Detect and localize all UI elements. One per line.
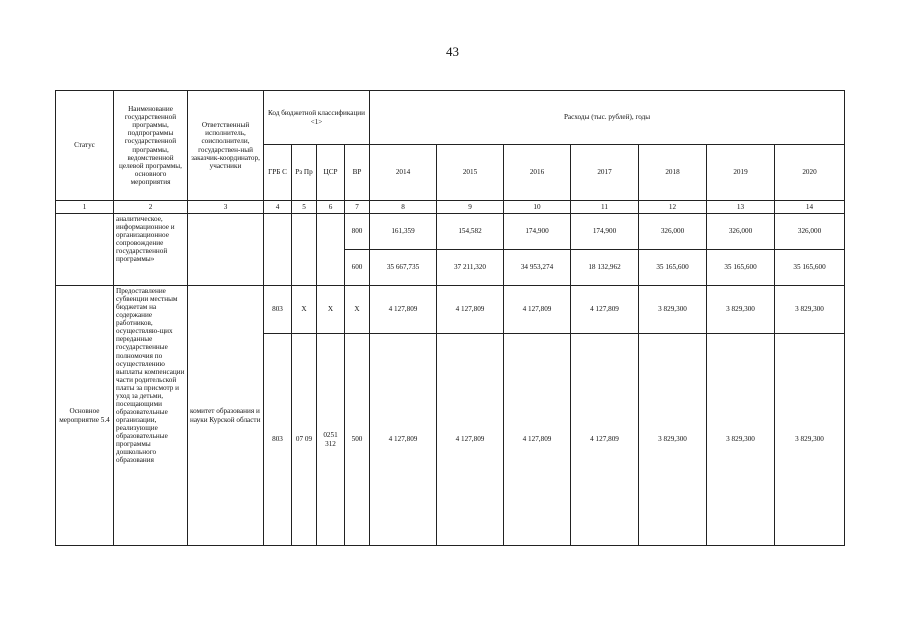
column-number: 14 bbox=[775, 201, 845, 214]
value-cell: 4 127,809 bbox=[370, 286, 437, 334]
header-year: 2017 bbox=[571, 145, 639, 201]
vr-cell: X bbox=[345, 286, 370, 334]
header-expenses: Расходы (тыс. рублей), годы bbox=[370, 91, 845, 145]
value-cell: 4 127,809 bbox=[437, 286, 504, 334]
column-number-row bbox=[56, 201, 845, 214]
header-year: 2015 bbox=[437, 145, 504, 201]
column-number: 7 bbox=[345, 201, 370, 214]
header-rzpr: Рз Пр bbox=[292, 145, 317, 201]
column-number: 4 bbox=[264, 201, 292, 214]
value-cell: 161,359 bbox=[370, 214, 437, 250]
rzpr-cell: X bbox=[292, 286, 317, 334]
header-name: Наименование государственной программы, подпрограммы государственной программы, ведомственной целевой программы, основного мероприятия bbox=[114, 91, 188, 201]
value-cell: 3 829,300 bbox=[639, 334, 707, 546]
csr-cell: 0251 312 bbox=[317, 334, 345, 546]
column-number: 2 bbox=[114, 201, 188, 214]
value-cell: 3 829,300 bbox=[775, 286, 845, 334]
value-cell: 3 829,300 bbox=[707, 286, 775, 334]
header-csr: ЦСР bbox=[317, 145, 345, 201]
value-cell: 326,000 bbox=[639, 214, 707, 250]
value-cell: 4 127,809 bbox=[504, 334, 571, 546]
header-year: 2014 bbox=[370, 145, 437, 201]
value-cell: 174,900 bbox=[571, 214, 639, 250]
column-number: 12 bbox=[639, 201, 707, 214]
column-number: 8 bbox=[370, 201, 437, 214]
value-cell: 4 127,809 bbox=[370, 334, 437, 546]
rzpr-cell bbox=[292, 214, 317, 286]
value-cell: 4 127,809 bbox=[437, 334, 504, 546]
table-row bbox=[56, 286, 845, 334]
rzpr-cell: 07 09 bbox=[292, 334, 317, 546]
value-cell: 326,000 bbox=[707, 214, 775, 250]
grbs-cell: 803 bbox=[264, 286, 292, 334]
activity-name-cell: Предоставление субвенции местным бюджетам на содержание работников, осуществляю-щих переданные государственные полномочия по осуществлению выплаты компенсации части родительской платы за присмотр и уход за детьми, посещающими образовательные организации, реализующие образовательные программы дошкольного образования bbox=[114, 286, 188, 546]
value-cell: 35 165,600 bbox=[775, 250, 845, 286]
header-grbs: ГРБ С bbox=[264, 145, 292, 201]
csr-cell: X bbox=[317, 286, 345, 334]
vr-cell: 500 bbox=[345, 334, 370, 546]
column-number: 6 bbox=[317, 201, 345, 214]
column-number: 9 bbox=[437, 201, 504, 214]
value-cell: 326,000 bbox=[775, 214, 845, 250]
activity-name-cell: аналитическое, информационное и организационное сопровождение государственной программы» bbox=[114, 214, 188, 286]
value-cell: 154,582 bbox=[437, 214, 504, 250]
column-number: 13 bbox=[707, 201, 775, 214]
column-number: 5 bbox=[292, 201, 317, 214]
column-number: 3 bbox=[188, 201, 264, 214]
value-cell: 4 127,809 bbox=[571, 286, 639, 334]
value-cell: 4 127,809 bbox=[571, 334, 639, 546]
page-number: 43 bbox=[446, 44, 459, 59]
header-row bbox=[56, 91, 845, 145]
table-row bbox=[56, 214, 845, 250]
value-cell: 35 165,600 bbox=[639, 250, 707, 286]
value-cell: 34 953,274 bbox=[504, 250, 571, 286]
value-cell: 174,900 bbox=[504, 214, 571, 250]
value-cell: 3 829,300 bbox=[639, 286, 707, 334]
csr-cell bbox=[317, 214, 345, 286]
header-year: 2020 bbox=[775, 145, 845, 201]
grbs-cell bbox=[264, 214, 292, 286]
value-cell: 18 132,962 bbox=[571, 250, 639, 286]
value-cell: 3 829,300 bbox=[775, 334, 845, 546]
value-cell: 35 165,600 bbox=[707, 250, 775, 286]
column-number: 10 bbox=[504, 201, 571, 214]
header-status: Статус bbox=[56, 91, 114, 201]
header-responsible: Ответственный исполнитель, соисполнители, государствен-ный заказчик-координатор, участники bbox=[188, 91, 264, 201]
header-budget-code: Код бюджетной классификации <1> bbox=[264, 91, 370, 145]
header-year: 2018 bbox=[639, 145, 707, 201]
responsible-cell: комитет образования и науки Курской области bbox=[188, 286, 264, 546]
budget-table bbox=[55, 90, 845, 546]
grbs-cell: 803 bbox=[264, 334, 292, 546]
status-cell bbox=[56, 214, 114, 286]
value-cell: 37 211,320 bbox=[437, 250, 504, 286]
value-cell: 4 127,809 bbox=[504, 286, 571, 334]
header-vr: ВР bbox=[345, 145, 370, 201]
value-cell: 3 829,300 bbox=[707, 334, 775, 546]
status-cell: Основное мероприятие 5.4 bbox=[56, 286, 114, 546]
value-cell: 35 667,735 bbox=[370, 250, 437, 286]
header-year: 2016 bbox=[504, 145, 571, 201]
column-number: 1 bbox=[56, 201, 114, 214]
vr-cell: 600 bbox=[345, 250, 370, 286]
header-year: 2019 bbox=[707, 145, 775, 201]
responsible-cell bbox=[188, 214, 264, 286]
vr-cell: 800 bbox=[345, 214, 370, 250]
column-number: 11 bbox=[571, 201, 639, 214]
